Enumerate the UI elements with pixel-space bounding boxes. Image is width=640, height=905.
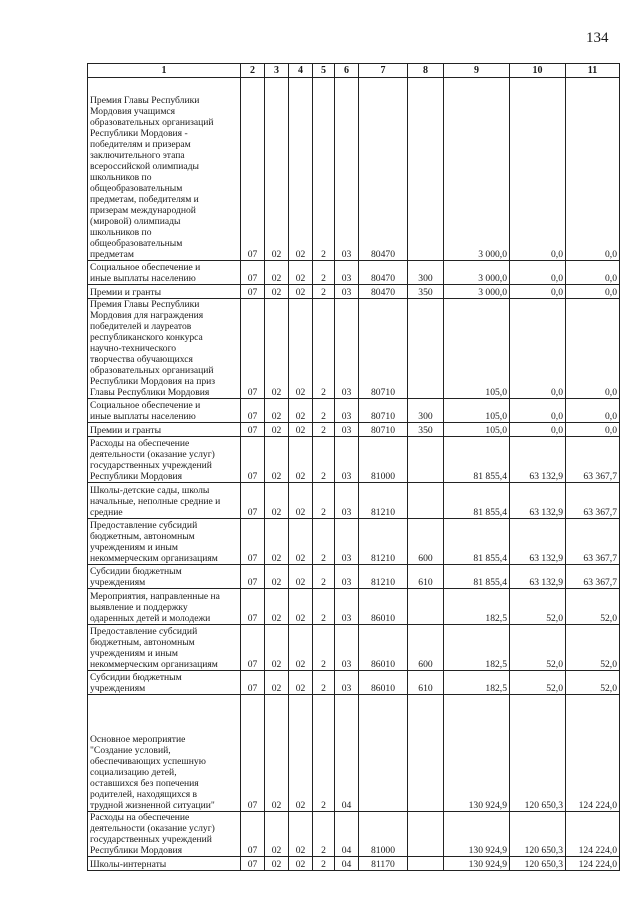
amount-cell-c11: 0,0 — [566, 423, 620, 437]
row-label-line: одаренных детей и молодежи — [90, 613, 211, 624]
code-cell-c6: 03 — [335, 519, 359, 565]
row-label-line: предметам — [90, 249, 134, 260]
amount-cell-c10: 52,0 — [510, 589, 566, 625]
row-label-line: Республики Мордовия — [90, 845, 183, 856]
header-cell: 6 — [335, 64, 359, 78]
amount-cell-c11: 0,0 — [566, 261, 620, 285]
code-cell-c7: 86010 — [359, 625, 408, 671]
row-label-line: некоммерческим организациям — [90, 659, 218, 670]
row-label-line: Премии и гранты — [90, 425, 162, 436]
code-cell-c8 — [408, 857, 444, 871]
code-cell-c6: 03 — [335, 483, 359, 519]
code-cell-c5: 2 — [313, 78, 335, 261]
amount-cell-c11: 63 367,7 — [566, 519, 620, 565]
code-cell-c4: 02 — [289, 78, 313, 261]
amount-cell-c11: 124 224,0 — [566, 695, 620, 812]
code-cell-c5: 2 — [313, 812, 335, 857]
row-label-line: социализацию детей, — [90, 767, 177, 778]
row-label-line: учреждениям и иным — [90, 648, 178, 659]
code-cell-c7 — [359, 695, 408, 812]
table-row — [88, 78, 620, 261]
code-cell-c7: 81000 — [359, 812, 408, 857]
code-cell-c7: 86010 — [359, 671, 408, 695]
code-cell-c5: 2 — [313, 565, 335, 589]
row-label-line: Школы-детские сады, школы — [90, 485, 210, 496]
code-cell-c7: 80470 — [359, 261, 408, 285]
code-cell-c6: 03 — [335, 437, 359, 483]
table-row — [88, 423, 620, 437]
code-cell-c5: 2 — [313, 857, 335, 871]
code-cell-c8 — [408, 589, 444, 625]
amount-cell-c10: 0,0 — [510, 261, 566, 285]
row-label-line: школьников по — [90, 172, 152, 183]
code-cell-c2: 07 — [241, 695, 265, 812]
header-cell: 3 — [265, 64, 289, 78]
code-cell-c6: 03 — [335, 285, 359, 299]
row-label-line: Мордовия для награждения — [90, 310, 204, 321]
code-cell-c8: 300 — [408, 261, 444, 285]
row-label-line: трудной жизненной ситуации" — [90, 800, 215, 811]
row-label-line: общеобразовательным — [90, 238, 183, 249]
amount-cell-c10: 63 132,9 — [510, 519, 566, 565]
code-cell-c8: 350 — [408, 285, 444, 299]
table-row — [88, 589, 620, 625]
amount-cell-c11: 0,0 — [566, 78, 620, 261]
header-cell: 11 — [566, 64, 620, 78]
amount-cell-c11: 63 367,7 — [566, 437, 620, 483]
row-label-line: образовательных организаций — [90, 365, 214, 376]
code-cell-c6: 03 — [335, 299, 359, 399]
code-cell-c5: 2 — [313, 261, 335, 285]
row-label-line: предметам, победителям и — [90, 194, 199, 205]
row-label-line: деятельности (оказание услуг) — [90, 823, 215, 834]
code-cell-c2: 07 — [241, 423, 265, 437]
code-cell-c4: 02 — [289, 483, 313, 519]
amount-cell-c9: 81 855,4 — [444, 519, 510, 565]
amount-cell-c9: 130 924,9 — [444, 812, 510, 857]
code-cell-c8: 350 — [408, 423, 444, 437]
amount-cell-c9: 81 855,4 — [444, 565, 510, 589]
table-row — [88, 519, 620, 565]
amount-cell-c9: 105,0 — [444, 399, 510, 423]
table-row — [88, 285, 620, 299]
code-cell-c8 — [408, 812, 444, 857]
header-cell: 4 — [289, 64, 313, 78]
code-cell-c3: 02 — [265, 625, 289, 671]
row-label-line: республиканского конкурса — [90, 332, 203, 343]
header-cell: 2 — [241, 64, 265, 78]
code-cell-c5: 2 — [313, 671, 335, 695]
code-cell-c3: 02 — [265, 399, 289, 423]
code-cell-c2: 07 — [241, 812, 265, 857]
row-label-line: общеобразовательным — [90, 183, 183, 194]
code-cell-c2: 07 — [241, 261, 265, 285]
row-label-line: Предоставление субсидий — [90, 626, 198, 637]
table-row — [88, 399, 620, 423]
amount-cell-c11: 0,0 — [566, 285, 620, 299]
row-label-line: призерам международной — [90, 205, 196, 216]
row-label-cell — [88, 78, 241, 261]
code-cell-c6: 04 — [335, 695, 359, 812]
code-cell-c5: 2 — [313, 695, 335, 812]
header-cell: 8 — [408, 64, 444, 78]
code-cell-c2: 07 — [241, 671, 265, 695]
row-label-cell — [88, 589, 241, 625]
row-label-line: заключительного этапа — [90, 150, 185, 161]
row-label-line: бюджетным, автономным — [90, 637, 195, 648]
code-cell-c3: 02 — [265, 437, 289, 483]
code-cell-c4: 02 — [289, 299, 313, 399]
code-cell-c4: 02 — [289, 812, 313, 857]
row-label-line: Мероприятия, направленные на — [90, 591, 220, 602]
row-label-line: Расходы на обеспечение — [90, 438, 190, 449]
row-label-cell — [88, 812, 241, 857]
row-label-line: некоммерческим организациям — [90, 553, 218, 564]
row-label-line: Главы Республики Мордовия — [90, 387, 210, 398]
code-cell-c4: 02 — [289, 671, 313, 695]
table-row — [88, 625, 620, 671]
row-label-line: образовательных организаций — [90, 117, 214, 128]
row-label-line: (мировой) олимпиады — [90, 216, 181, 227]
row-label-line: иные выплаты населению — [90, 411, 196, 422]
code-cell-c3: 02 — [265, 519, 289, 565]
row-label-line: победителям и призерам — [90, 139, 191, 150]
code-cell-c6: 03 — [335, 399, 359, 423]
row-label-line: Премия Главы Республики — [90, 95, 200, 106]
amount-cell-c9: 130 924,9 — [444, 857, 510, 871]
code-cell-c8: 600 — [408, 519, 444, 565]
code-cell-c6: 03 — [335, 78, 359, 261]
code-cell-c4: 02 — [289, 695, 313, 812]
amount-cell-c10: 0,0 — [510, 399, 566, 423]
code-cell-c5: 2 — [313, 519, 335, 565]
code-cell-c3: 02 — [265, 285, 289, 299]
code-cell-c4: 02 — [289, 589, 313, 625]
code-cell-c4: 02 — [289, 285, 313, 299]
table-row — [88, 483, 620, 519]
code-cell-c7: 81210 — [359, 519, 408, 565]
code-cell-c2: 07 — [241, 285, 265, 299]
table-row — [88, 299, 620, 399]
code-cell-c2: 07 — [241, 625, 265, 671]
amount-cell-c9: 182,5 — [444, 671, 510, 695]
code-cell-c8 — [408, 483, 444, 519]
code-cell-c7: 86010 — [359, 589, 408, 625]
row-label-cell — [88, 695, 241, 812]
code-cell-c2: 07 — [241, 519, 265, 565]
row-label-line: начальные, неполные средние и — [90, 496, 221, 507]
code-cell-c2: 07 — [241, 565, 265, 589]
header-cell: 9 — [444, 64, 510, 78]
page-number: 134 — [586, 30, 609, 46]
amount-cell-c10: 63 132,9 — [510, 483, 566, 519]
row-label-line: государственных учреждений — [90, 460, 212, 471]
amount-cell-c10: 120 650,3 — [510, 857, 566, 871]
code-cell-c5: 2 — [313, 399, 335, 423]
amount-cell-c11: 52,0 — [566, 671, 620, 695]
row-label-line: Республики Мордовия - — [90, 128, 188, 139]
row-label-cell — [88, 423, 241, 437]
row-label-line: Премии и гранты — [90, 287, 162, 298]
code-cell-c6: 03 — [335, 565, 359, 589]
row-label-line: Расходы на обеспечение — [90, 812, 190, 823]
row-label-line: государственных учреждений — [90, 834, 212, 845]
code-cell-c7: 80470 — [359, 285, 408, 299]
code-cell-c6: 03 — [335, 625, 359, 671]
row-label-line: учреждениям — [90, 683, 146, 694]
code-cell-c5: 2 — [313, 625, 335, 671]
row-label-line: творчества обучающихся — [90, 354, 193, 365]
budget-table — [87, 63, 620, 871]
row-label-line: учреждениям — [90, 577, 146, 588]
code-cell-c2: 07 — [241, 299, 265, 399]
row-label-line: Основное мероприятие — [90, 734, 186, 745]
code-cell-c3: 02 — [265, 857, 289, 871]
code-cell-c5: 2 — [313, 589, 335, 625]
header-cell: 1 — [88, 64, 241, 78]
code-cell-c5: 2 — [313, 483, 335, 519]
amount-cell-c11: 124 224,0 — [566, 857, 620, 871]
row-label-line: Мордовия учащимся — [90, 106, 176, 117]
amount-cell-c11: 63 367,7 — [566, 483, 620, 519]
row-label-line: Социальное обеспечение и — [90, 262, 201, 273]
row-label-cell — [88, 857, 241, 871]
amount-cell-c11: 63 367,7 — [566, 565, 620, 589]
row-label-line: победителей и лауреатов — [90, 321, 192, 332]
row-label-line: Предоставление субсидий — [90, 520, 198, 531]
row-label-line: средние — [90, 507, 123, 518]
row-label-line: Премия Главы Республики — [90, 299, 200, 310]
table-row — [88, 857, 620, 871]
code-cell-c6: 03 — [335, 261, 359, 285]
header-row — [88, 64, 620, 78]
code-cell-c2: 07 — [241, 437, 265, 483]
code-cell-c7: 81170 — [359, 857, 408, 871]
code-cell-c3: 02 — [265, 423, 289, 437]
table-row — [88, 695, 620, 812]
code-cell-c4: 02 — [289, 261, 313, 285]
code-cell-c3: 02 — [265, 812, 289, 857]
code-cell-c2: 07 — [241, 483, 265, 519]
amount-cell-c11: 0,0 — [566, 399, 620, 423]
row-label-line: Субсидии бюджетным — [90, 672, 182, 683]
table-row — [88, 812, 620, 857]
code-cell-c5: 2 — [313, 299, 335, 399]
code-cell-c7: 81210 — [359, 565, 408, 589]
row-label-line: "Создание условий, — [90, 745, 171, 756]
amount-cell-c9: 130 924,9 — [444, 695, 510, 812]
row-label-cell — [88, 437, 241, 483]
row-label-line: бюджетным, автономным — [90, 531, 195, 542]
code-cell-c8: 300 — [408, 399, 444, 423]
code-cell-c8: 600 — [408, 625, 444, 671]
row-label-line: выявление и поддержку — [90, 602, 188, 613]
row-label-line: обеспечивающих успешную — [90, 756, 206, 767]
amount-cell-c10: 0,0 — [510, 423, 566, 437]
amount-cell-c9: 81 855,4 — [444, 483, 510, 519]
code-cell-c8: 610 — [408, 565, 444, 589]
amount-cell-c10: 52,0 — [510, 671, 566, 695]
code-cell-c3: 02 — [265, 261, 289, 285]
code-cell-c4: 02 — [289, 423, 313, 437]
row-label-cell — [88, 483, 241, 519]
amount-cell-c9: 3 000,0 — [444, 78, 510, 261]
table-row — [88, 261, 620, 285]
code-cell-c4: 02 — [289, 519, 313, 565]
code-cell-c3: 02 — [265, 483, 289, 519]
amount-cell-c9: 81 855,4 — [444, 437, 510, 483]
amount-cell-c10: 0,0 — [510, 78, 566, 261]
code-cell-c8 — [408, 78, 444, 261]
code-cell-c4: 02 — [289, 625, 313, 671]
code-cell-c6: 03 — [335, 671, 359, 695]
row-label-cell — [88, 261, 241, 285]
code-cell-c4: 02 — [289, 437, 313, 483]
code-cell-c8: 610 — [408, 671, 444, 695]
row-label-line: Школы-интернаты — [90, 859, 167, 870]
row-label-line: научно-технического — [90, 343, 177, 354]
row-label-cell — [88, 565, 241, 589]
code-cell-c5: 2 — [313, 437, 335, 483]
row-label-line: Субсидии бюджетным — [90, 566, 182, 577]
amount-cell-c10: 52,0 — [510, 625, 566, 671]
row-label-line: иные выплаты населению — [90, 273, 196, 284]
code-cell-c2: 07 — [241, 589, 265, 625]
header-cell: 5 — [313, 64, 335, 78]
code-cell-c8 — [408, 695, 444, 812]
amount-cell-c10: 0,0 — [510, 299, 566, 399]
row-label-line: Республики Мордовия на приз — [90, 376, 216, 387]
header-cell: 7 — [359, 64, 408, 78]
row-label-cell — [88, 625, 241, 671]
amount-cell-c9: 182,5 — [444, 589, 510, 625]
row-label-line: оставшихся без попечения — [90, 778, 199, 789]
code-cell-c7: 80710 — [359, 399, 408, 423]
header-cell: 10 — [510, 64, 566, 78]
code-cell-c4: 02 — [289, 399, 313, 423]
code-cell-c8 — [408, 299, 444, 399]
code-cell-c7: 80470 — [359, 78, 408, 261]
code-cell-c8 — [408, 437, 444, 483]
code-cell-c5: 2 — [313, 423, 335, 437]
amount-cell-c10: 63 132,9 — [510, 565, 566, 589]
amount-cell-c9: 3 000,0 — [444, 261, 510, 285]
table-row — [88, 437, 620, 483]
code-cell-c4: 02 — [289, 857, 313, 871]
row-label-line: Республики Мордовия — [90, 471, 183, 482]
row-label-cell — [88, 519, 241, 565]
amount-cell-c9: 105,0 — [444, 299, 510, 399]
amount-cell-c10: 0,0 — [510, 285, 566, 299]
row-label-line: деятельности (оказание услуг) — [90, 449, 215, 460]
code-cell-c7: 81210 — [359, 483, 408, 519]
amount-cell-c9: 105,0 — [444, 423, 510, 437]
code-cell-c4: 02 — [289, 565, 313, 589]
row-label-line: школьников по — [90, 227, 152, 238]
amount-cell-c9: 3 000,0 — [444, 285, 510, 299]
row-label-line: Социальное обеспечение и — [90, 400, 201, 411]
amount-cell-c10: 120 650,3 — [510, 812, 566, 857]
code-cell-c5: 2 — [313, 285, 335, 299]
row-label-cell — [88, 285, 241, 299]
code-cell-c7: 81000 — [359, 437, 408, 483]
row-label-cell — [88, 671, 241, 695]
code-cell-c3: 02 — [265, 589, 289, 625]
table-row — [88, 671, 620, 695]
code-cell-c6: 03 — [335, 423, 359, 437]
amount-cell-c10: 120 650,3 — [510, 695, 566, 812]
table-row — [88, 565, 620, 589]
amount-cell-c11: 124 224,0 — [566, 812, 620, 857]
amount-cell-c11: 52,0 — [566, 625, 620, 671]
table-body — [88, 78, 620, 871]
code-cell-c3: 02 — [265, 565, 289, 589]
row-label-line: всероссийской олимпиады — [90, 161, 200, 172]
row-label-cell — [88, 299, 241, 399]
amount-cell-c9: 182,5 — [444, 625, 510, 671]
code-cell-c3: 02 — [265, 299, 289, 399]
row-label-cell — [88, 399, 241, 423]
code-cell-c6: 04 — [335, 857, 359, 871]
row-label-line: родителей, находящихся в — [90, 789, 198, 800]
code-cell-c2: 07 — [241, 399, 265, 423]
code-cell-c3: 02 — [265, 695, 289, 812]
code-cell-c3: 02 — [265, 671, 289, 695]
amount-cell-c11: 52,0 — [566, 589, 620, 625]
code-cell-c2: 07 — [241, 857, 265, 871]
row-label-line: учреждениям и иным — [90, 542, 178, 553]
code-cell-c3: 02 — [265, 78, 289, 261]
code-cell-c6: 04 — [335, 812, 359, 857]
code-cell-c6: 03 — [335, 589, 359, 625]
code-cell-c7: 80710 — [359, 423, 408, 437]
code-cell-c2: 07 — [241, 78, 265, 261]
amount-cell-c11: 0,0 — [566, 299, 620, 399]
code-cell-c7: 80710 — [359, 299, 408, 399]
amount-cell-c10: 63 132,9 — [510, 437, 566, 483]
